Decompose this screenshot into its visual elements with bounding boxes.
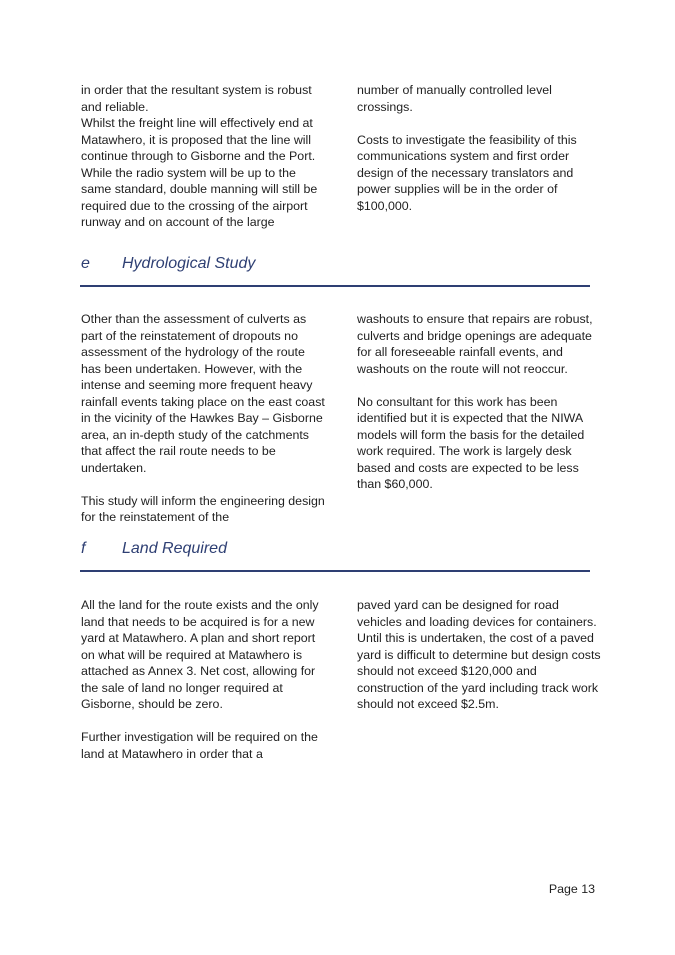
- paragraph: washouts to ensure that repairs are robust, culverts and bridge openings are adequate for all foreseeable rainfall events, and washouts on the route will not reoccur.: [357, 312, 593, 376]
- intro-left-column: [81, 82, 326, 231]
- paragraph: This study will inform the engineering design for the reinstatement of the: [81, 493, 325, 524]
- section-letter: e: [81, 255, 90, 272]
- section-title: Hydrological Study: [122, 255, 256, 272]
- section-title: Land Required: [122, 540, 227, 557]
- land-right-column: [357, 597, 602, 713]
- intro-right-column: [357, 82, 602, 214]
- section-heading-land-required: [81, 540, 227, 558]
- paragraph: Other than the assessment of culverts as part of the reinstatement of dropouts no assessment of the hydrology of the route has been undertaken. However, with the intense and seeming more frequent heavy rainfall events taking place on the east coast in the vicinity of the Hawkes Bay – Gisborne area, an in-depth study of the catchments that affect the rail route needs to be undertaken.: [81, 312, 325, 475]
- paragraph: number of manually controlled level crossings.: [357, 83, 552, 114]
- page-number: Page 13: [548, 882, 595, 896]
- section-letter: f: [81, 540, 86, 557]
- section-divider: [80, 285, 590, 287]
- paragraph: Costs to investigate the feasibility of this communications system and first order design of the necessary translators and power supplies will be in the order of $100,000.: [357, 132, 577, 213]
- paragraph: Further investigation will be required on the land at Matawhero in order that a: [81, 730, 318, 761]
- paragraph: All the land for the route exists and the only land that needs to be acquired is for a new yard at Matawhero. A plan and short report on what will be required at Matawhero is attached as Annex 3. Net cost, allowing for the sale of land no longer required at Gisborne, should be zero.: [81, 598, 319, 711]
- hydrological-right-column: [357, 311, 602, 493]
- paragraph: in order that the resultant system is robust and reliable.: [81, 83, 312, 114]
- paragraph: Whilst the freight line will effectively end at Matawhero, it is proposed that the line will continue through to Gisborne and the Port. While the radio system will be up to the same standard, double manning will still be required due to the crossing of the airport runway and on account of the large: [81, 116, 318, 229]
- hydrological-left-column: [81, 311, 326, 526]
- section-divider: [80, 570, 590, 572]
- paragraph: paved yard can be designed for road vehicles and loading devices for containers. Until this is undertaken, the cost of a paved yard is difficult to determine but design costs should not exceed $120,000 and construction of the yard including track work should not exceed $2.5m.: [357, 598, 601, 711]
- paragraph: No consultant for this work has been identified but it is expected that the NIWA models will form the basis for the detailed work required. The work is largely desk based and costs are expected to be less than $60,000.: [357, 394, 585, 491]
- land-left-column: [81, 597, 326, 762]
- section-heading-hydrological-study: [81, 255, 255, 273]
